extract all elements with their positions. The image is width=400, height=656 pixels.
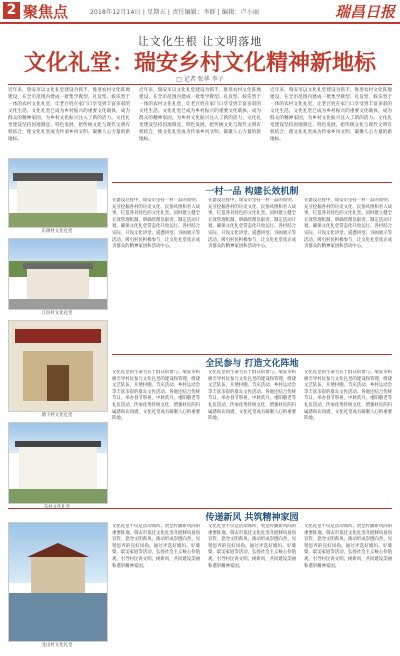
section-3-col-3: 文化礼堂不仅是活动场所，更是传播新风尚的重要阵地。瑞安市依托文化礼堂开展移风易俗宣传，倡导文明新风，推动形成崇德向善、见贤思齐的良好风尚。通过评选好媳妇、好婆婆、最美家庭等活动，弘扬社会主义核心价值观，引导村民讲文明、树新风，共同建设美丽和谐的精神家园。 bbox=[304, 524, 392, 569]
page-number: 2 bbox=[3, 2, 20, 19]
photo-5-caption: 龙山村文化礼堂 bbox=[41, 643, 73, 648]
section-title: 聚焦点 bbox=[23, 3, 69, 21]
photo-5 bbox=[8, 522, 108, 642]
section-1-col-3: 在建设过程中，瑞安市坚持一村一品的原则，充分挖掘各村的历史文化、民俗风情和名人故事，打造各具特色的文化礼堂。同时建立健全长效管理机制，明确管理员职责，制定活动计划，确保文化礼堂常态化开放运行。各村结合实际，开设文化讲堂、道德讲堂、书画展示等活动，吸引村民积极参与，让文化礼堂真正成为群众的精神家园和活动中心。 bbox=[304, 198, 392, 250]
lead-column-3: 近年来，瑞安市以文化礼堂建设为抓手，推进农村文化阵地建设，在全市范围内建成一批集学教型、礼仪型、娱乐型于一体的农村文化礼堂，让老百姓在家门口享受到丰富多彩的文化生活。文化礼堂已成为乡村振兴的重要文化载体，成为群众的精神家园，为乡村文化振兴注入了新的活力。文化礼堂建设坚持因地制宜、特色发展，把传统文化与现代文明有机结合，使文化礼堂成为传承乡风文明、凝聚人心力量的新地标。 bbox=[270, 88, 392, 142]
article-kicker: 让文化生根 让文明落地 bbox=[137, 35, 263, 48]
headline-divider bbox=[8, 84, 392, 85]
section-2-title: 全民参与 打造文化阵地 bbox=[205, 359, 299, 369]
photo-1-caption: 东源村文化礼堂 bbox=[41, 229, 73, 234]
section-3-title: 传递新风 共筑精神家园 bbox=[205, 513, 299, 523]
section-2-col-2: 文化礼堂的生命力在于群众的参与。瑞安市积极引导村民参与文化礼堂的建设和管理，组建文艺队伍，开展村晚、节庆活动、乡村运动会等丰富多彩的群众文化活动。各地还结合传统节日，举办春节祭祖、中秋赏月、重阳敬老等礼仪活动，传承优秀传统文化，增强村民的归属感和认同感，文化礼堂成为凝聚人心的重要阵地。 bbox=[208, 370, 296, 422]
section-1-col-1: 在建设过程中，瑞安市坚持一村一品的原则，充分挖掘各村的历史文化、民俗风情和名人故事，打造各具特色的文化礼堂。同时建立健全长效管理机制，明确管理员职责，制定活动计划，确保文化礼堂常态化开放运行。各村结合实际，开设文化讲堂、道德讲堂、书画展示等活动，吸引村民积极参与，让文化礼堂真正成为群众的精神家园和活动中心。 bbox=[112, 198, 200, 250]
issue-meta: 2018年12月14日 | 星期五 | 责任编辑：李群 | 编辑：卢小丽 bbox=[90, 9, 260, 16]
article-byline: □ 记者 张华 李子 bbox=[176, 76, 224, 83]
section-3-col-2: 文化礼堂不仅是活动场所，更是传播新风尚的重要阵地。瑞安市依托文化礼堂开展移风易俗宣传，倡导文明新风，推动形成崇德向善、见贤思齐的良好风尚。通过评选好媳妇、好婆婆、最美家庭等活动，弘扬社会主义核心价值观，引导村民讲文明、树新风，共同建设美丽和谐的精神家园。 bbox=[208, 524, 296, 569]
section-3-col-1: 文化礼堂不仅是活动场所，更是传播新风尚的重要阵地。瑞安市依托文化礼堂开展移风易俗宣传，倡导文明新风，推动形成崇德向善、见贤思齐的良好风尚。通过评选好媳妇、好婆婆、最美家庭等活动，弘扬社会主义核心价值观，引导村民讲文明、树新风，共同建设美丽和谐的精神家园。 bbox=[112, 524, 200, 569]
section-1-title: 一村一品 构建长效机制 bbox=[205, 187, 299, 197]
section-2-col-1: 文化礼堂的生命力在于群众的参与。瑞安市积极引导村民参与文化礼堂的建设和管理，组建文艺队伍，开展村晚、节庆活动、乡村运动会等丰富多彩的群众文化活动。各地还结合传统节日，举办春节祭祖、中秋赏月、重阳敬老等礼仪活动，传承优秀传统文化，增强村民的归属感和认同感，文化礼堂成为凝聚人心的重要阵地。 bbox=[112, 370, 200, 422]
lead-column-1: 近年来，瑞安市以文化礼堂建设为抓手，推进农村文化阵地建设，在全市范围内建成一批集学教型、礼仪型、娱乐型于一体的农村文化礼堂，让老百姓在家门口享受到丰富多彩的文化生活。文化礼堂已成为乡村振兴的重要文化载体，成为群众的精神家园，为乡村文化振兴注入了新的活力。文化礼堂建设坚持因地制宜、特色发展，把传统文化与现代文明有机结合，使文化礼堂成为传承乡风文明、凝聚人心力量的新地标。 bbox=[8, 88, 130, 142]
photo-4-caption bbox=[8, 504, 106, 510]
section-1-rule bbox=[112, 182, 392, 183]
newspaper-logo: 瑞昌日报 bbox=[334, 3, 395, 21]
photo-3 bbox=[8, 320, 108, 412]
photo-1 bbox=[8, 158, 108, 228]
photo-2 bbox=[8, 238, 108, 310]
photo-2-caption: 江滨村文化礼堂 bbox=[41, 311, 73, 316]
photo-4 bbox=[8, 422, 108, 504]
section-3-rule bbox=[8, 508, 392, 509]
article-headline: 文化礼堂：瑞安乡村文化精神新地标 bbox=[23, 50, 376, 76]
section-2-col-3: 文化礼堂的生命力在于群众的参与。瑞安市积极引导村民参与文化礼堂的建设和管理，组建文艺队伍，开展村晚、节庆活动、乡村运动会等丰富多彩的群众文化活动。各地还结合传统节日，举办春节祭祖、中秋赏月、重阳敬老等礼仪活动，传承优秀传统文化，增强村民的归属感和认同感，文化礼堂成为凝聚人心的重要阵地。 bbox=[304, 370, 392, 422]
lead-column-2: 近年来，瑞安市以文化礼堂建设为抓手，推进农村文化阵地建设，在全市范围内建成一批集学教型、礼仪型、娱乐型于一体的农村文化礼堂，让老百姓在家门口享受到丰富多彩的文化生活。文化礼堂已成为乡村振兴的重要文化载体，成为群众的精神家园，为乡村文化振兴注入了新的活力。文化礼堂建设坚持因地制宜、特色发展，把传统文化与现代文明有机结合，使文化礼堂成为传承乡风文明、凝聚人心力量的新地标。 bbox=[139, 88, 261, 142]
section-2-rule bbox=[112, 354, 392, 355]
photo-3-caption: 塘下村文化礼堂 bbox=[41, 413, 73, 418]
section-1-col-2: 在建设过程中，瑞安市坚持一村一品的原则，充分挖掘各村的历史文化、民俗风情和名人故事，打造各具特色的文化礼堂。同时建立健全长效管理机制，明确管理员职责，制定活动计划，确保文化礼堂常态化开放运行。各村结合实际，开设文化讲堂、道德讲堂、书画展示等活动，吸引村民积极参与，让文化礼堂真正成为群众的精神家园和活动中心。 bbox=[208, 198, 296, 250]
